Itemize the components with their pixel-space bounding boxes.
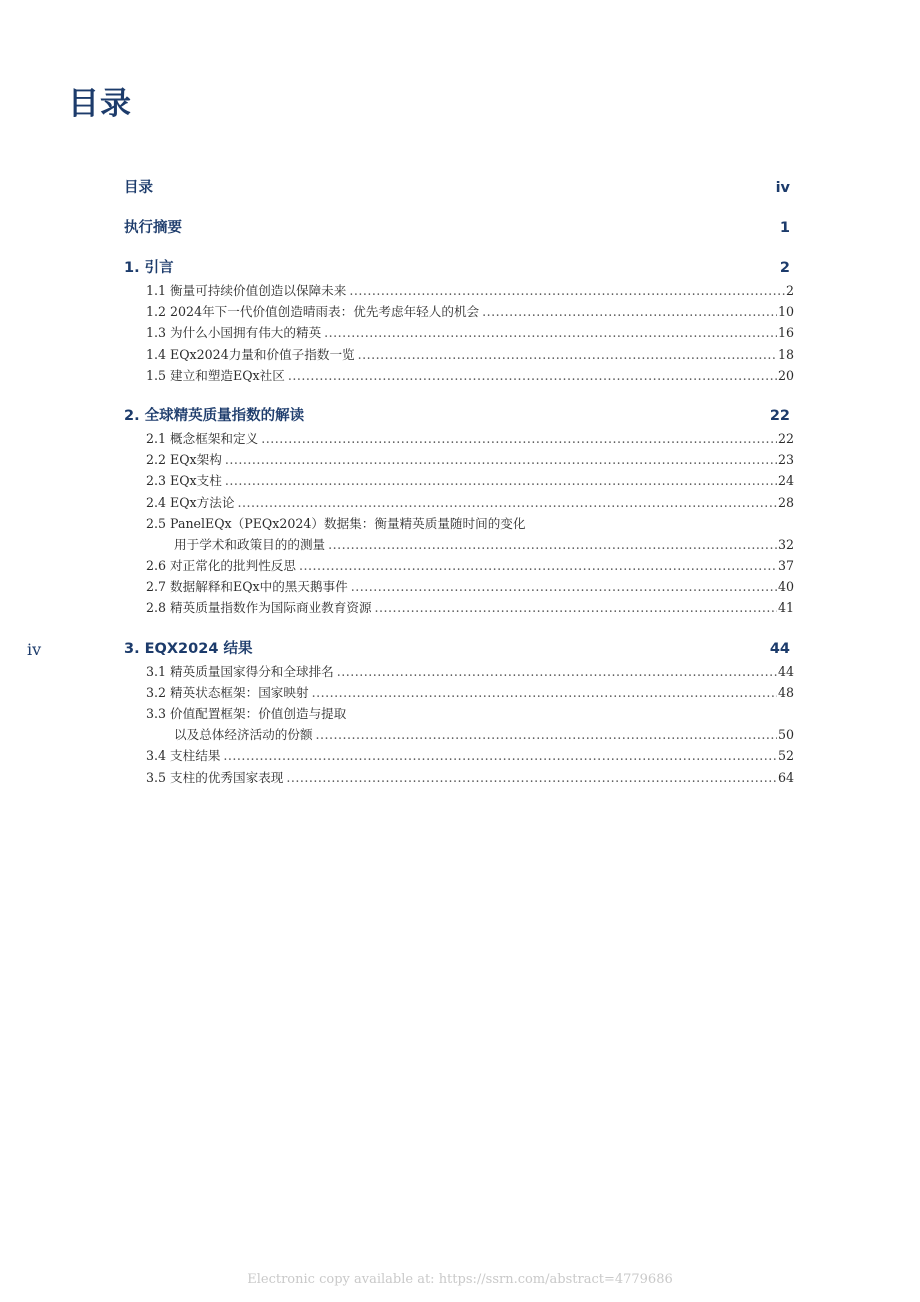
table-of-contents	[124, 176, 794, 806]
toc-entry-label: 1.2 2024年下一代价值创造晴雨表：优先考虑年轻人的机会	[146, 304, 480, 320]
toc-entry-page: 50	[777, 727, 794, 743]
toc-heading-label: 目录	[124, 180, 153, 196]
toc-entry[interactable]	[124, 322, 794, 343]
toc-entry-label: 2.3 EQx支柱	[146, 473, 222, 489]
toc-entry-label: 1.3 为什么小国拥有伟大的精英	[146, 325, 322, 341]
toc-entry-page: 2	[785, 283, 794, 298]
toc-section-heading[interactable]	[124, 637, 794, 661]
toc-heading-page: 1	[779, 220, 790, 236]
toc-section-label: 3. EQX2024 结果	[124, 640, 253, 657]
toc-entry[interactable]	[124, 682, 794, 703]
toc-sections	[124, 256, 794, 788]
toc-dot-leader	[324, 322, 777, 343]
toc-entry-label: 2.7 数据解释和EQx中的黑天鹅事件	[146, 579, 348, 595]
toc-heading-contents[interactable]	[124, 176, 794, 200]
toc-entry-page: 52	[777, 748, 794, 764]
toc-dot-leader	[349, 280, 785, 301]
toc-entry-page: 10	[777, 304, 794, 320]
toc-entry-label: 3.5 支柱的优秀国家表现	[146, 769, 284, 785]
toc-entry[interactable]	[124, 534, 794, 555]
footer-note: Electronic copy available at: https://ssrn.com/abstract=4779686	[247, 1272, 673, 1287]
toc-heading-page: iv	[775, 180, 790, 196]
toc-entry[interactable]	[124, 301, 794, 322]
toc-dot-leader	[225, 470, 777, 491]
toc-entry-page: 37	[777, 558, 794, 574]
toc-dot-leader	[223, 745, 777, 766]
toc-section-page: 22	[769, 407, 790, 424]
toc-entry[interactable]	[124, 724, 794, 745]
toc-entry-page: 64	[777, 769, 794, 785]
toc-section-heading[interactable]	[124, 256, 794, 280]
toc-dot-leader	[351, 576, 777, 597]
toc-dot-leader	[286, 767, 777, 788]
toc-entry-label: 3.1 精英质量国家得分和全球排名	[146, 663, 334, 679]
toc-entry-label: 2.6 对正常化的批判性反思	[146, 558, 296, 574]
toc-entry-page: 20	[777, 367, 794, 383]
toc-entry-page: 23	[777, 452, 794, 468]
toc-contents	[124, 176, 794, 200]
toc-entry[interactable]	[124, 513, 794, 534]
toc-entry-page: 44	[777, 663, 794, 679]
toc-entry-label: 3.2 精英状态框架：国家映射	[146, 684, 309, 700]
toc-dot-leader	[237, 492, 777, 513]
toc-entry-label: 以及总体经济活动的份额	[174, 727, 313, 743]
toc-heading-exec-summary[interactable]	[124, 216, 794, 240]
toc-entry-page: 41	[777, 600, 794, 616]
toc-exec-summary	[124, 216, 794, 240]
toc-entry-page: 18	[777, 346, 794, 362]
toc-entry-label: 1.4 EQx2024力量和价值子指数一览	[146, 346, 355, 362]
toc-dot-leader	[312, 682, 777, 703]
toc-entry[interactable]	[124, 661, 794, 682]
toc-entry[interactable]	[124, 344, 794, 365]
toc-entry[interactable]	[124, 555, 794, 576]
toc-dot-leader	[375, 597, 777, 618]
side-page-number: iv	[27, 640, 42, 659]
toc-entry[interactable]	[124, 280, 794, 301]
toc-dot-leader	[261, 428, 777, 449]
toc-heading-label: 执行摘要	[124, 220, 182, 236]
toc-entry-page: 32	[777, 536, 794, 552]
toc-dot-leader	[299, 555, 777, 576]
toc-entry-page: 22	[777, 430, 794, 446]
toc-entry[interactable]	[124, 767, 794, 788]
toc-entry-page: 16	[777, 325, 794, 341]
toc-entry-page: 28	[777, 494, 794, 510]
toc-entry-label: 1.5 建立和塑造EQx社区	[146, 367, 285, 383]
toc-entry-label: 2.2 EQx架构	[146, 452, 222, 468]
toc-dot-leader	[337, 661, 777, 682]
toc-entry[interactable]	[124, 703, 794, 724]
toc-section	[124, 404, 794, 619]
toc-entry[interactable]	[124, 492, 794, 513]
toc-entry-page: 24	[777, 473, 794, 489]
toc-dot-leader	[328, 534, 777, 555]
toc-entry-label: 2.1 概念框架和定义	[146, 430, 259, 446]
toc-section	[124, 637, 794, 788]
toc-entry-label: 1.1 衡量可持续价值创造以保障未来	[146, 283, 347, 298]
toc-dot-leader	[225, 449, 777, 470]
toc-entry[interactable]	[124, 470, 794, 491]
toc-section-label: 2. 全球精英质量指数的解读	[124, 407, 305, 424]
toc-entry-label: 用于学术和政策目的的测量	[174, 536, 326, 552]
toc-section-page: 44	[769, 640, 790, 657]
toc-dot-leader	[288, 365, 777, 386]
toc-section	[124, 256, 794, 386]
toc-entry-label: 3.3 价值配置框架：价值创造与提取	[146, 706, 347, 721]
toc-dot-leader	[482, 301, 777, 322]
toc-entry[interactable]	[124, 449, 794, 470]
toc-section-page: 2	[779, 260, 790, 276]
toc-entry[interactable]	[124, 597, 794, 618]
toc-entry-page: 40	[777, 579, 794, 595]
toc-entry-label: 3.4 支柱结果	[146, 748, 221, 764]
toc-section-heading[interactable]	[124, 404, 794, 428]
toc-entry-page: 48	[777, 684, 794, 700]
toc-entry[interactable]	[124, 745, 794, 766]
toc-dot-leader	[358, 344, 777, 365]
toc-section-label: 1. 引言	[124, 260, 174, 276]
toc-entry[interactable]	[124, 576, 794, 597]
toc-entry-label: 2.8 精英质量指数作为国际商业教育资源	[146, 600, 372, 616]
page-title: 目录	[68, 86, 132, 122]
toc-entry-label: 2.5 PanelEQx（PEQx2024）数据集：衡量精英质量随时间的变化	[146, 515, 526, 531]
toc-entry-label: 2.4 EQx方法论	[146, 494, 235, 510]
toc-entry[interactable]	[124, 365, 794, 386]
toc-entry[interactable]	[124, 428, 794, 449]
toc-dot-leader	[316, 724, 777, 745]
